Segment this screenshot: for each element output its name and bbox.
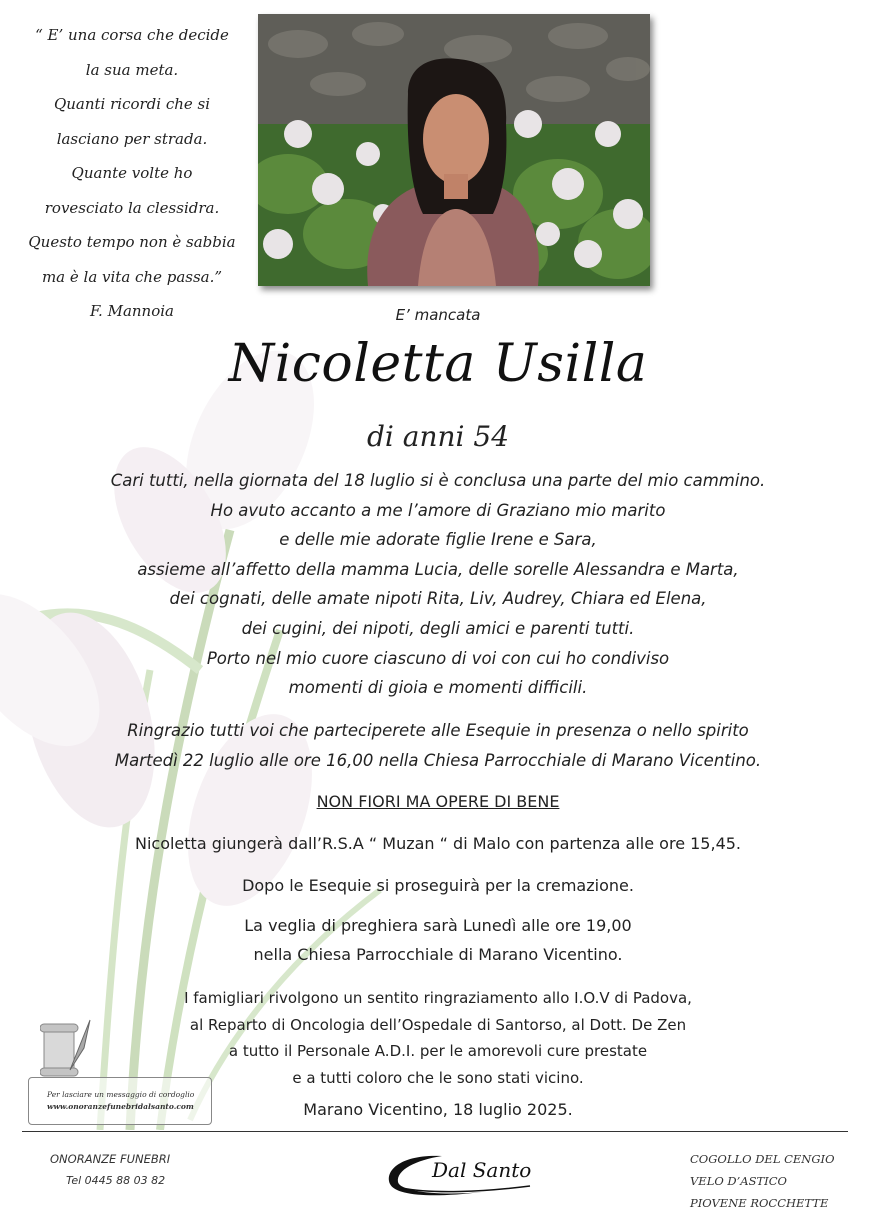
date-place: Marano Vicentino, 18 luglio 2025. <box>303 1100 573 1119</box>
message-line: Porto nel mio cuore ciascuno di voi con cui ho condiviso <box>206 648 670 668</box>
gratitude-line: I famigliari rivolgono un sentito ringraziamento allo I.O.V di Padova, <box>184 989 692 1007</box>
footer-divider <box>22 1131 848 1132</box>
poem-line: la sua meta. <box>85 60 179 79</box>
town-name: COGOLLO DEL CENGIO <box>690 1152 835 1166</box>
message-line: Ho avuto accanto a me l’amore di Graziano mio marito <box>210 500 666 520</box>
arrival-info: Nicoletta giungerà dall’R.S.A “ Muzan “ di Malo con partenza alle ore 15,45. <box>134 834 742 853</box>
message-line: assieme all’affetto della mamma Lucia, delle sorelle Alessandra e Marta, <box>137 559 739 579</box>
poem-line: Quante volte ho <box>71 164 193 182</box>
funeral-home-title: ONORANZE FUNEBRI <box>50 1152 171 1166</box>
intro-text: E’ mancata <box>395 306 481 324</box>
thanks-line: Ringrazio tutti voi che parteciperete alle Esequie in presenza o nello spirito <box>127 721 749 740</box>
vigil-line: nella Chiesa Parrocchiale di Marano Vicentino. <box>253 945 623 964</box>
vigil-line: La veglia di preghiera sarà Lunedì alle ore 19,00 <box>244 916 632 935</box>
poem-line: rovesciato la clessidra. <box>44 198 220 217</box>
funeral-home-phone: Tel 0445 88 03 82 <box>66 1174 166 1187</box>
dal-santo-logo <box>382 1148 532 1206</box>
logo-text: Dal Santo <box>432 1158 532 1182</box>
message-line: momenti di gioia e momenti difficili. <box>288 678 588 698</box>
poem-line: “ E’ una corsa che decide <box>35 26 229 44</box>
poem-line: lasciano per strada. <box>56 129 208 148</box>
gratitude-line: a tutto il Personale A.D.I. per le amorevoli cure prestate <box>228 1042 648 1060</box>
condolence-link-box[interactable] <box>28 1077 212 1125</box>
portrait-photo <box>258 14 650 286</box>
thanks-line: Martedì 22 luglio alle ore 16,00 nella Chiesa Parrocchiale di Marano Vicentino. <box>114 750 762 770</box>
condolence-url[interactable]: www.onoranzefunebridalsanto.com <box>47 1102 194 1111</box>
poem-line: Quanti ricordi che si <box>53 95 211 113</box>
gratitude-line: al Reparto di Oncologia dell’Ospedale di Santorso, al Dott. De Zen <box>189 1015 687 1034</box>
vigil-info <box>0 911 876 969</box>
farewell-message <box>0 466 876 703</box>
gratitude-line: e a tutti coloro che le sono stati vicino. <box>292 1068 584 1087</box>
no-flowers-note: NON FIORI MA OPERE DI BENE <box>316 792 560 811</box>
town-name: VELO D’ASTICO <box>690 1174 787 1188</box>
scroll-quill-icon <box>40 1018 92 1082</box>
message-line: dei cugini, dei nipoti, degli amici e parenti tutti. <box>241 618 635 638</box>
cremation-note: Dopo le Esequie si proseguirà per la cremazione. <box>242 876 634 895</box>
deceased-name: Nicoletta Usilla <box>228 334 648 394</box>
funeral-announcement <box>0 716 876 775</box>
poem-author: F. Mannoia <box>89 302 174 320</box>
family-thanks <box>0 985 876 1091</box>
poem-line: ma è la vita che passa.” <box>41 267 223 286</box>
town-name: PIOVENE ROCCHETTE <box>690 1196 829 1210</box>
message-line: e delle mie adorate figlie Irene e Sara, <box>279 530 597 550</box>
funeral-home-info <box>50 1148 170 1192</box>
message-line: dei cognati, delle amate nipoti Rita, Liv, Audrey, Chiara ed Elena, <box>169 589 707 609</box>
poem-line: Questo tempo non è sabbia <box>28 233 236 251</box>
poem-quote <box>22 18 242 329</box>
towns-list <box>690 1148 835 1214</box>
deceased-age: di anni 54 <box>366 420 510 453</box>
message-line: Cari tutti, nella giornata del 18 luglio si è conclusa una parte del mio cammino. <box>110 471 766 490</box>
condolence-text: Per lasciare un messaggio di cordoglio <box>47 1090 195 1099</box>
